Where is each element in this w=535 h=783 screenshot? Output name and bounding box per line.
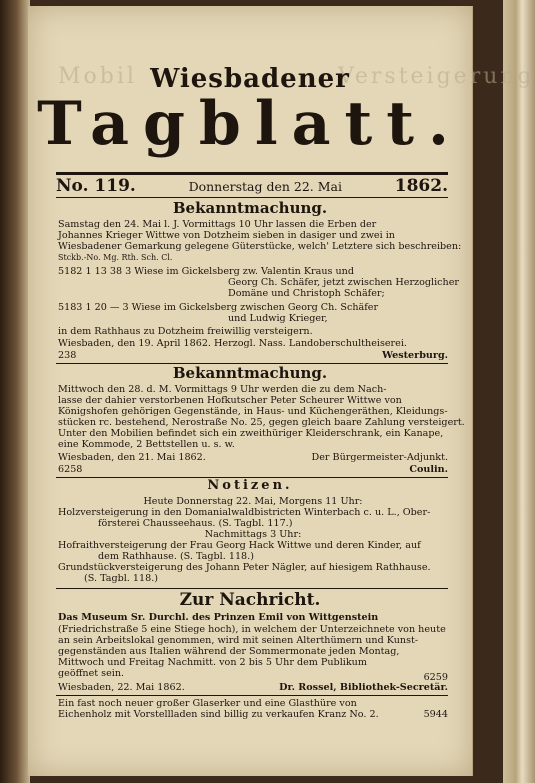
bleed-through-right: Versteigerung [338,64,535,89]
rule [56,197,448,198]
newspaper-page [28,6,535,776]
notice1-line: Johannes Krieger Wittwe von Dotzheim sieben in dasiger und zwei in [58,230,395,241]
nachricht-line: geöffnet sein. [58,668,125,679]
issue-year: 1862. [394,176,448,196]
rule [56,695,448,696]
notices-line: Holzversteigerung in den Domanialwaldbistricten Winterbach c. u. L., Ober- [58,507,431,518]
issue-number: No. 119. [56,176,136,196]
nachricht-line: (Friedrichstraße 5 eine Stiege hoch), in welchem der Unterzeichnete von heute [58,624,446,635]
nachricht-signature: Dr. Rossel, Bibliothek-Secretär. [279,682,448,693]
notice1-signature: Westerburg. [382,350,448,361]
notice1-line: Wiesbaden, den 19. April 1862. Herzogl. Nass. Landoberschultheiserei. [58,338,407,349]
notice2-ref: 6258 [58,464,83,475]
ad-line: Ein fast noch neuer großer Glaserker und eine Glasthüre von [58,698,357,709]
notice2-title: Bekanntmachung. [172,364,328,382]
notice1-line: 5182 1 13 38 3 Wiese im Gickelsberg zw. Valentin Kraus und [58,266,354,277]
notice2-line: lasse der dahier verstorbenen Hofkutscher Peter Scheurer Wittwe von [58,395,402,406]
nachricht-sign [58,682,448,693]
notices-line: Hofraithversteigerung der Frau Georg Hack Wittwe und deren Kinder, auf [58,540,421,551]
notices-line: (S. Tagbl. 118.) [84,573,158,584]
notice2-signature: Coulin. [409,464,448,475]
notice2-line: Mittwoch den 28. d. M. Vormittags 9 Uhr werden die zu dem Nach- [58,384,387,395]
notice2-line: Unter den Mobilien befindet sich ein zweithüriger Kleiderschrank, ein Kanape, [58,428,444,439]
nachricht-number: 6259 [423,672,448,683]
masthead [28,64,472,159]
notice1-line: Domäne und Christoph Schäfer; [228,288,385,299]
notice2-line: eine Kommode, 2 Bettstellen u. s. w. [58,439,235,450]
notice1-title: Bekanntmachung. [172,199,328,217]
rule [56,172,448,175]
issue-date: Donnerstag den 22. Mai [188,179,342,194]
notice2-line: Königshofen gehörigen Gegenstände, in Haus- und Küchengeräthen, Kleidungs- [58,406,448,417]
notice1-line: Wiesbadener Gemarkung gelegene Güterstücke, welch' Letztere sich beschreiben: [58,241,462,252]
ad-number: 5944 [423,709,448,720]
nachricht-title: Zur Nachricht. [179,590,321,610]
notice2-sign [58,452,448,463]
notice2-footer [58,464,448,475]
notices-line: Nachmittags 3 Uhr: [204,529,302,540]
bleed-through-left: Mobil [58,64,137,89]
notice1-line: 5183 1 20 — 3 Wiese im Gickelsberg zwischen Georg Ch. Schäfer [58,302,379,313]
issue-line [56,176,448,196]
notices-line: Grundstückversteigerung des Johann Peter Nägler, auf hiesigem Rathhause. [58,562,431,573]
notice2-office: Der Bürgermeister-Adjunkt. [311,452,448,463]
nachricht-line: gegenständen aus Italien während der Sommermonate jeden Montag, [58,646,400,657]
nachricht-line: an sein Arbeitslokal genommen, wird mit seinen Alterthümern und Kunst- [58,635,419,646]
notice1-line: Georg Ch. Schäfer, jetzt zwischen Herzoglicher [228,277,459,288]
nachricht-date: Wiesbaden, 22. Mai 1862. [58,682,185,693]
masthead-top: Wiesbadener [150,64,350,94]
notices-line: Heute Donnerstag 22. Mai, Morgens 11 Uhr: [143,496,363,507]
nachricht-line: Mittwoch und Freitag Nachmitt. von 2 bis 5 Uhr dem Publikum [58,657,367,668]
notice2-line: stücken rc. bestehend, Nerostraße No. 25, gegen gleich baare Zahlung versteigert. [58,417,465,428]
notice1-footer [58,350,448,361]
book-binding [0,0,30,783]
notice2-date: Wiesbaden, den 21. Mai 1862. [58,452,206,463]
ad-line [58,709,448,720]
notice1-line: Stckb.-No. Mg. Rth. Sch. Cl. [58,253,173,262]
notice1-line: in dem Rathhaus zu Dotzheim freiwillig versteigern. [58,326,313,337]
notices-line: försterei Chausseehaus. (S. Tagbl. 117.) [98,518,293,529]
notices-title: Notizen. [207,478,293,493]
notice1-line: und Ludwig Krieger, [228,313,328,324]
notices-line: dem Rathhause. (S. Tagbl. 118.) [98,551,254,562]
notice1-line: Samstag den 24. Mai l. J. Vormittags 10 Uhr lassen die Erben der [58,219,377,230]
notice1-ref: 238 [58,350,77,361]
ad-text: Eichenholz mit Vorstellladen sind billig zu verkaufen Kranz No. 2. [58,709,379,720]
nachricht-line: Das Museum Sr. Durchl. des Prinzen Emil von Wittgenstein [58,612,379,623]
page-edges [503,0,535,783]
rule [56,588,448,589]
masthead-title: Tagblatt. [37,89,463,159]
